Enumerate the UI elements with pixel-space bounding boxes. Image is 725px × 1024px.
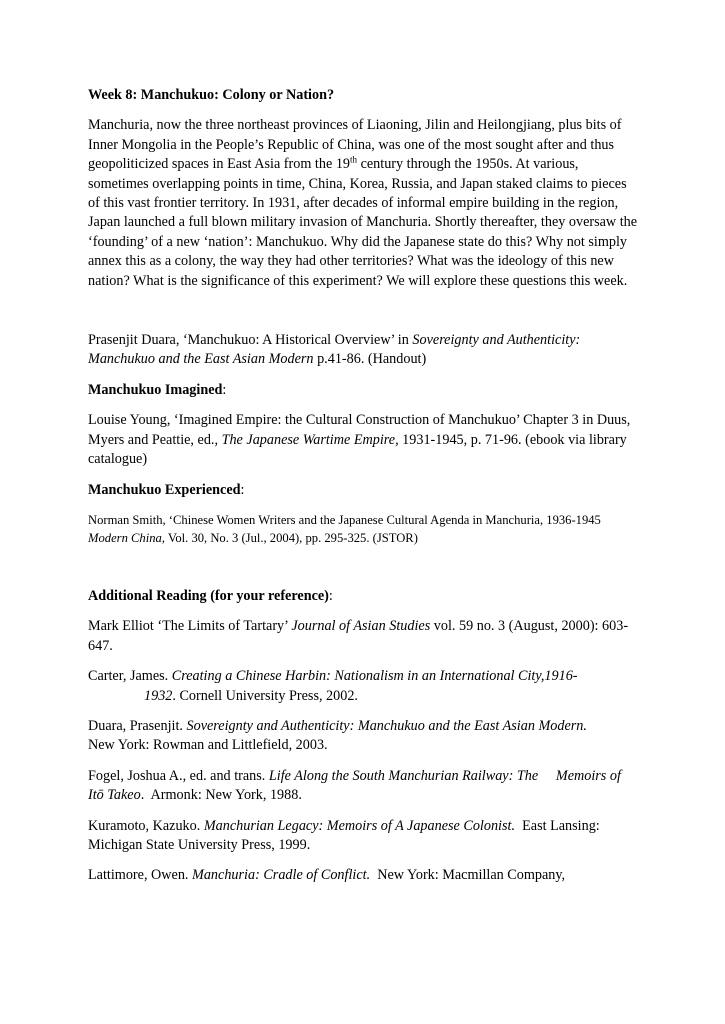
bib-title: Life Along the South Manchurian Railway: The Memoirs of Itō Takeo <box>88 767 625 804</box>
intro-superscript: th <box>350 154 358 165</box>
reading-book-title: The Japanese Wartime Empire, <box>221 431 399 448</box>
reading-journal-title: Modern China <box>88 530 162 545</box>
bib-details: . Cornell University Press, 2002. <box>172 687 358 704</box>
reading-author: Norman Smith, ‘Chinese Women Writers and the Japanese Cultural Agenda in Manchuria, 1936-1945 <box>88 512 601 527</box>
bib-line <box>88 717 640 736</box>
bib-carter <box>88 667 640 706</box>
document-page <box>88 86 640 886</box>
intro-paragraph <box>88 116 640 291</box>
week-title: Week 8: Manchukuo: Colony or Nation? <box>88 87 335 103</box>
reading-smith <box>88 511 640 547</box>
section-heading-additional <box>88 587 640 606</box>
bib-author: Lattimore, Owen. <box>88 867 193 884</box>
bib-line <box>88 687 640 706</box>
bib-details: New York: Rowman and Littlefield, 2003. <box>88 737 328 754</box>
section-heading-imagined <box>88 381 640 400</box>
bib-author: Fogel, Joshua A., ed. and trans. <box>88 767 269 784</box>
intro-text-2: century through the 1950s. At various, sometimes overlapping points in time, China, Korea, Russia, and Japan staked claims to pieces of this vast frontier territory. In 1931, after decades of informal empire building in the region, Japan launched a full blown military invasion of Manchuria. Shortly thereafter, they oversaw the ‘founding’ of a new ‘nation’: Manchukuo. Why did the Japanese state do this? Why not simply annex this as a colony, the way they had other territories? What was the ideology of this new nation? What is the significance of this experiment? We will explore these questions this week. <box>88 156 638 289</box>
reading-author: Louise Young, ‘Imagined Empire: the Cultural Construction of Manchukuo’ Chapter 3 in Duus, Myers and Peattie, ed., <box>88 412 631 448</box>
bib-fogel <box>88 767 640 806</box>
bib-title: Creating a Chinese Harbin: Nationalism in an International City,1916- <box>171 668 578 685</box>
bib-title: Manchurian Legacy: Memoirs of A Japanese Colonist. <box>203 817 516 834</box>
bib-kuramoto <box>88 817 640 856</box>
reading-pages: , Vol. 30, No. 3 (Jul., 2004), pp. 295-325. (JSTOR) <box>161 530 418 545</box>
bib-lattimore <box>88 866 640 885</box>
bib-title: Journal of Asian Studies <box>291 618 431 635</box>
bib-line <box>88 667 640 686</box>
bib-details: vol. 59 no. 3 (August, 2000): 603-647. <box>88 618 629 654</box>
bib-title-cont: 1932 <box>144 687 173 704</box>
reading-author: Prasenjit Duara, ‘Manchukuo: A Historical Overview’ in <box>88 332 413 349</box>
bib-details: . Armonk: New York, 1988. <box>140 787 302 804</box>
section-heading-text: Additional Reading (for your reference) <box>88 587 329 604</box>
bib-details: New York: Macmillan Company, <box>370 867 566 884</box>
intro-text-1: Manchuria, now the three northeast provinces of Liaoning, Jilin and Heilongjiang, plus bits of Inner Mongolia in the People’s Republic of China, was one of the most sought after and thus geopoliticized spaces in East Asia from the 19 <box>88 117 622 173</box>
section-heading-text: Manchukuo Experienced <box>88 481 241 498</box>
reading-pages: p.41-86. (Handout) <box>313 351 427 368</box>
section-heading-experienced <box>88 481 640 500</box>
bib-elliot <box>88 617 640 656</box>
section-heading-text: Manchukuo Imagined <box>88 381 223 398</box>
section-heading-colon: : <box>222 381 227 398</box>
bib-author: Kuramoto, Kazuko. <box>88 817 204 834</box>
bib-author: Mark Elliot ‘The Limits of Tartary’ <box>88 618 292 635</box>
reading-duara <box>88 331 640 370</box>
reading-book-title: Sovereignty and Authenticity: Manchukuo and the East Asian Modern <box>88 332 581 368</box>
reading-pages: 1931-1945, p. 71-96. (ebook via library catalogue) <box>88 431 627 468</box>
section-heading-colon: : <box>240 481 245 498</box>
bib-duara <box>88 717 640 756</box>
reading-young <box>88 411 640 469</box>
bib-title: Sovereignty and Authenticity: Manchukuo and the East Asian Modern. <box>186 717 587 734</box>
bib-author: Duara, Prasenjit. <box>88 717 187 734</box>
bib-details: East Lansing: Michigan State University Press, 1999. <box>88 817 604 853</box>
bib-title: Manchuria: Cradle of Conflict. <box>192 867 371 884</box>
section-heading-colon: : <box>328 587 333 604</box>
bib-author: Carter, James. <box>88 668 172 685</box>
